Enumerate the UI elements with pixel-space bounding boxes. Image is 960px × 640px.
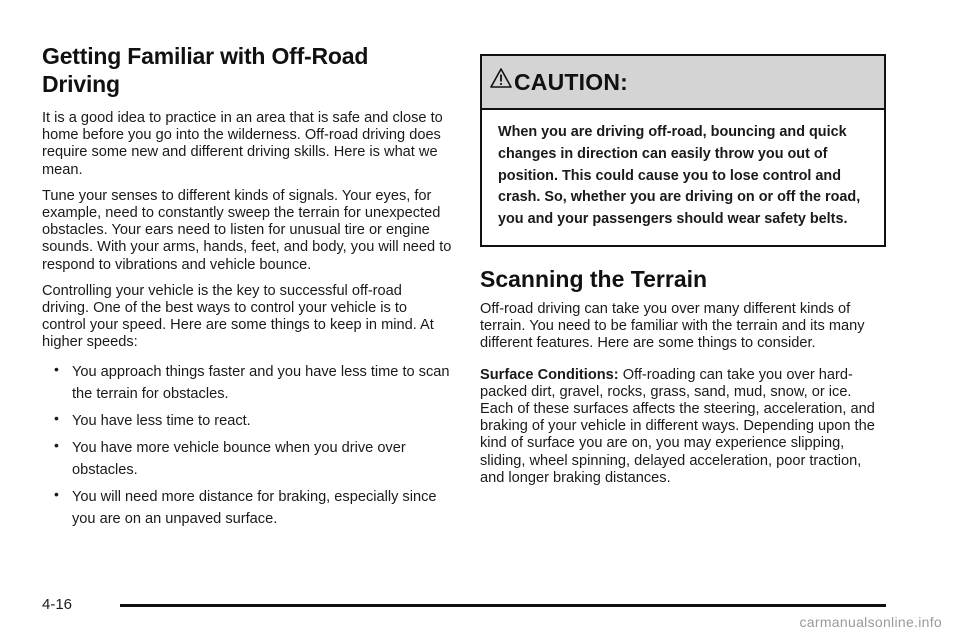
watermark: carmanualsonline.info xyxy=(799,614,942,630)
bullet-icon: • xyxy=(54,360,59,377)
caution-text: When you are driving off-road, bouncing and quick changes in direction can easily throw you out of position. This could cause you to lose control and crash. So, whether you are driving on or off the road, you and your passengers should wear safety belts. xyxy=(498,124,861,228)
paragraph-senses: Tune your senses to different kinds of signals. Your eyes, for example, need to constantly sweep the terrain for unexpected obstacles. Your ears need to listen for unusual tire or engine sounds. With your arms, hands, feet, and body, you will need to respond to vibrations and vehicle bounce. xyxy=(42,187,452,273)
page-number: 4-16 xyxy=(42,596,73,613)
paragraph-scanning-intro: Off-road driving can take you over many different kinds of terrain. You need to be familiar with the terrain and its many different features. Here are some things to consider. xyxy=(480,300,865,352)
bullet-icon: • xyxy=(54,485,59,502)
caution-title: CAUTION: xyxy=(514,68,629,95)
warning-triangle-icon xyxy=(490,68,512,88)
list-item-text: You have more vehicle bounce when you drive over obstacles. xyxy=(72,439,406,478)
caution-header xyxy=(482,56,884,110)
section-heading-off-road: Getting Familiar with Off-Road Driving xyxy=(42,43,369,97)
bullet-icon: • xyxy=(54,409,59,426)
list-item-text: You will need more distance for braking, especially since you are on an unpaved surface. xyxy=(72,488,437,527)
caution-box xyxy=(480,54,886,247)
surface-conditions-label: Surface Conditions: xyxy=(480,366,619,383)
list-item xyxy=(54,436,452,481)
section-heading-scanning: Scanning the Terrain xyxy=(480,265,708,292)
list-item xyxy=(54,409,452,432)
list-item-text: You have less time to react. xyxy=(72,412,251,429)
paragraph-surface-conditions xyxy=(480,367,886,487)
list-item-text: You approach things faster and you have less time to scan the terrain for obstacles. xyxy=(72,363,450,402)
left-column xyxy=(42,42,452,535)
paragraph-practice: It is a good idea to practice in an area that is safe and close to home before you go into the wilderness. Off-road driving does require some new and different driving skills. Here is what we mean. xyxy=(42,110,443,178)
bullet-icon: • xyxy=(54,436,59,453)
higher-speeds-list xyxy=(42,361,452,530)
right-column xyxy=(480,54,886,496)
footer-divider xyxy=(120,604,886,607)
list-item xyxy=(54,485,452,530)
list-item xyxy=(54,360,452,405)
surface-conditions-text: Off-roading can take you over hard-packed dirt, gravel, rocks, grass, sand, mud, snow, or ice. Each of these surfaces affects the steering, acceleration, and braking of your vehicle in different ways. Depending upon the kind of surface you are on, you may experience slipping, sliding, wheel spinning, delayed acceleration, poor traction, and longer braking distances. xyxy=(480,366,875,486)
paragraph-controlling: Controlling your vehicle is the key to successful off-road driving. One of the best ways to control your vehicle is to control your speed. Here are some things to keep in mind. At higher speeds: xyxy=(42,282,434,351)
